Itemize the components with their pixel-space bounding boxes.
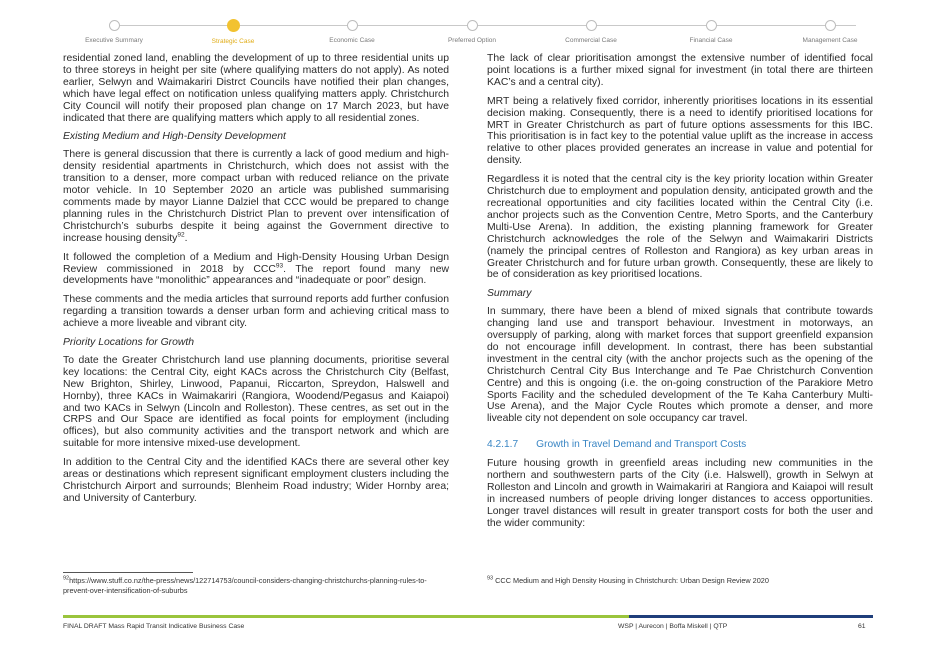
step-dot: [586, 20, 597, 31]
tracker-step-executive-summary[interactable]: [59, 18, 169, 44]
paragraph-text: There is general discussion that there is currently a lack of good medium and high-density residential apartments in Christchurch, which does not assist with the transition to a denser, more compact urban with reduced reliance on the private motor vehicle. In 10 September 2020 an article was published summarising comments made by mayor Lianne Dalziel that CCC would be prepared to change planning rules in the Christchurch District Plan to prevent over intensification of Christchurch’s suburbs despite it being against the Government directive to increase housing density: [63, 149, 449, 244]
paragraph: Future housing growth in greenfield areas including new communities in the northern and southwestern parts of the City (i.e. Halswell), growth in Selwyn at Rolleston and Lincoln and growth in Waimakariri at Rangiora and Kaiapoi will result in increased numbers of people driving longer distances to access opportunities. Longer travel distances will result in greater transport costs for both the user and the wider community:: [487, 458, 873, 529]
footer-rule-blue: [629, 615, 873, 618]
footer-partners: WSP | Aurecon | Boffa Miskell | QTP: [618, 623, 728, 630]
step-dot: [825, 20, 836, 31]
footnote-ref[interactable]: 93: [275, 262, 284, 270]
footnote-text: CCC Medium and High Density Housing in Christchurch: Urban Design Review 2020: [493, 576, 769, 585]
step-dot: [109, 20, 120, 31]
step-dot: [467, 20, 478, 31]
paragraph: These comments and the media articles that surround reports add further confusion regarding a transition towards a denser urban form and achieving critical mass to achieve a more liveable and vibrant city.: [63, 294, 449, 330]
footer-document-title: FINAL DRAFT Mass Rapid Transit Indicative Business Case: [63, 623, 245, 630]
subheading: Existing Medium and High-Density Development: [63, 131, 286, 143]
section-title: Growth in Travel Demand and Transport Costs: [536, 439, 747, 451]
step-label: Executive Summary: [85, 37, 143, 44]
paragraph: In addition to the Central City and the identified KACs there are several other key areas or destinations which represent significant employment clusters including the Christchurch Airport and surrounds; Blenheim Road industry; Wider Hornby area; and University of Canterbury.: [63, 457, 449, 504]
step-label: Strategic Case: [211, 38, 255, 45]
footnote-divider: [63, 572, 193, 573]
step-dot: [706, 20, 717, 31]
footnote-93: [487, 576, 873, 586]
subheading: Summary: [487, 288, 532, 300]
paragraph: To date the Greater Christchurch land use planning documents, prioritise several key locations: the Central City, eight KACs across the Christchurch City (Belfast, New Brighton, Shirley, Linwood, Papanui, Riccarton, Spreydon, Halswell and Hornby), three KACs in Waimakariri (Rangiora, Woodend/Pegasus and Kaiapoi) and two KACs in Selwyn (Lincoln and Rolleston). These centres, as set out in the CRPS and Our Space are identified as focal points for employment (including offices), but also community activities and the transport network and which are suitable for more intensive mixed-use development.: [63, 354, 449, 450]
paragraph: In summary, there have been a blend of mixed signals that contribute towards changing land use and transport behaviour. Investment in motorways, an oversupply of parking, along with market forces that support greenfield expansion do not encourage infill development. In contrast, there has been substantial investment in the central city (with the anchor projects such as the opening of the Christchurch Central City Bus Interchange and Te Pae Christchurch Convention Centre) and this is ongoing (i.e. the on-going construction of the Parakiore Metro Sports Facility and the scheduled development of the Te Kaha Canterbury Multi-Use Arena), and the Major Cycle Routes which promote a denser, and more liveable city not dependent on sole occupancy car travel.: [487, 306, 873, 425]
step-label: Management Case: [802, 37, 858, 44]
footnote-92: [63, 576, 443, 596]
right-column: [487, 53, 873, 537]
step-label: Financial Case: [689, 37, 733, 44]
step-label: Economic Case: [329, 37, 375, 44]
tracker-step-strategic-case[interactable]: [178, 18, 288, 45]
page-number: 61: [858, 623, 866, 630]
footnote-number: 92: [63, 575, 70, 582]
tracker-step-preferred-option[interactable]: [417, 18, 527, 44]
section-number: 4.2.1.7: [487, 439, 519, 451]
tracker-step-commercial-case[interactable]: [536, 18, 646, 44]
step-dot-active: [227, 19, 240, 32]
subheading: Priority Locations for Growth: [63, 337, 195, 349]
footnote-link[interactable]: https://www.stuff.co.nz/the-press/news/122714753/council-considers-changing-christchurchs-planning-rules-to-prevent-over-intensification-of-suburbs: [63, 576, 427, 595]
paragraph-text: It followed the completion of a Medium and High-Density Housing Urban Design Review commissioned in 2018 by CCC: [63, 251, 449, 275]
paragraph: [63, 149, 449, 244]
footer-rule-green: [63, 615, 629, 618]
paragraph: [63, 252, 449, 288]
section-heading: [487, 439, 873, 451]
left-column: [63, 53, 449, 512]
step-label: Commercial Case: [565, 37, 617, 44]
footnote-number: 93: [487, 575, 494, 582]
step-label: Preferred Option: [447, 37, 497, 44]
tracker-step-management-case[interactable]: [775, 18, 885, 44]
paragraph: Regardless it is noted that the central city is the key priority location within Greater Christchurch due to employment and population density, anticipated growth and the recreational opportunities and city facilities located within the Central City (i.e. anchor projects such as the Convention Centre, Metro Sports, and the Canterbury Multi-Use Arena). In addition, the existing planning framework for Greater Christchurch acknowledges the role of the Selwyn and Waimakariri Districts (namely the principal centres of Rolleston and Rangiora) as key urban areas in Greater Christchurch and for future urban growth. Consequently, these are likely to be of consideration as key prioritised locations.: [487, 174, 873, 281]
paragraph: residential zoned land, enabling the development of up to three residential units up to three storeys in height per site (where qualifying matters do not apply). As noted earlier, Selwyn and Waimakariri Distrct Councils have notified their plan changes, which have legal effect on notification unless qualifying matters apply. Christchurch City Council will notify their proposed plan change on 17 March 2023, but have indicated that there are qualifying matters which apply to all residential zones.: [63, 53, 449, 124]
tracker-step-economic-case[interactable]: [297, 18, 407, 44]
paragraph-text: .: [184, 232, 188, 244]
footnote-ref[interactable]: 92: [177, 231, 185, 239]
paragraph: MRT being a relatively fixed corridor, inherently prioritises locations in its essential decision making. Consequently, there is a need to identify prioritised locations for MRT in Greater Christchurch as part of future options assessments for this IBC. This prioritisation is in fact key to the potential value uplift as the increase in access relative to other places provided generates an increase in value and potential for density.: [487, 95, 873, 167]
tracker-step-financial-case[interactable]: [656, 18, 766, 44]
paragraph-text: . The report found many new developments have “monolithic” appearances and “inadequate or poor” design.: [63, 263, 449, 287]
progress-tracker: [62, 18, 874, 48]
step-dot: [347, 20, 358, 31]
paragraph: The lack of clear prioritisation amongst the extensive number of identified focal point locations is a further mixed signal for investment (in total there are thirteen KAC’s and a central city).: [487, 53, 873, 88]
